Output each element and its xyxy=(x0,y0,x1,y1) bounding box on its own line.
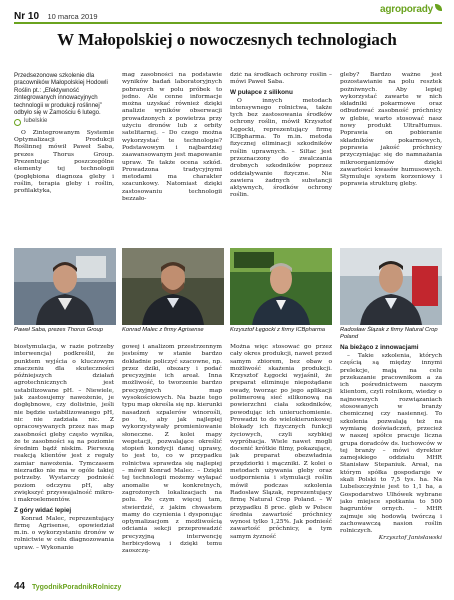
leaf-icon xyxy=(435,4,442,11)
column-4-top xyxy=(340,72,442,246)
photo-caption: Radosław Ślązak z firmy Natural Crop Poland xyxy=(340,327,438,340)
photo-konrad-malec xyxy=(122,248,224,325)
location-icon xyxy=(14,119,21,126)
paragraph: gowej i analizom przestrzennym jesteśmy w stanie bardzo dokładnie policzyć szacowne, np. przez dziki, obszary i podać precyzyjnie ich areał. Inna możliwość, to tworzenie bardzo precyzyjnych map wysokościowych. Na bazie tego typu map określa się np. kierunki nasadzeń szpalerów winorośli, po to, aby jak najlepiej wykorzystywały promieniowanie słoneczne. Z kolei mapy wegetacji, pozwalające określić stopień kondycji danej uprawy, to jest to, co w przypadku rolnictwa sprawdza się najlepiej – mówił Konrad Malec. – Dzięki tej technologii możemy wyłapać anomalie w konkretnych, zagrożonych lokalizacjach na polu. Po czym więcej tam, stwierdzić, z jakim chwastem mamy do czynienia i dysponując optymalizacjom z możliwością odciania sekcji przeprowadzić precyzyjną interwencję herbicydową i dzięki temu zaoszczę- xyxy=(122,344,222,555)
author-signature: Krzysztof Janisławski xyxy=(378,535,442,542)
brand-name: agroporady xyxy=(379,4,433,15)
issue-date: 10 marca 2019 xyxy=(47,12,98,21)
column-2-bottom xyxy=(122,344,222,574)
paragraph: O Zintegrowanym Systemie Optymalizacji Produkcji Roślinnej mówił Paweł Saba, prezes Thorus Group. Prezentując poszczególne elementy tej technologii (pogłębiona diagnoza gleby i roślin, terapia gleby i roślin, profilaktyka, xyxy=(14,129,114,195)
column-1-top xyxy=(14,72,114,246)
page-number: 44 xyxy=(14,581,26,592)
brand-logo xyxy=(380,4,442,15)
article-title: W Małopolskiej o nowoczesnych technologiach xyxy=(57,30,397,49)
paragraph: biostymulacja, w razie potrzeby interwencja) podkreślił, że punktem wyjścia o kluczowym znaczeniu dla skuteczności późniejszych działań agrotechnicznych jest ustabilizowane pH. – Niewiele, jak zastosujemy nawożenie, je dogłębnowe, czy dolistnie, jeśli nie będzie ustabilizowanego pH, nic nie zadziała nic. Z opracowywanych przez nas map zasobności gleby często wynika, że te zasobności są na poziomie średnim bądź niskim. Pierwszą reakcją klientów jest z reguły zamiar nawożenia. Tymczasem niezradko nie ma w ogóle takiej potrzeby. Wystarczy podnieść poziom odczynu pH, aby zwiększyć przyswajalność mikro- i makroelementów. xyxy=(14,344,114,504)
paragraph: gleby? Bardzo ważne jest pozostawianie na polu resztek pożniwnych. Aby lepiej wykorzystać zawarte w nich składniki pokarmowe oraz odbudować zasobność próchnicy w glebie, warto stosować nasz nowy produkt UltraHumus. Poprawia on pobieranie składników pokarmowych, poprawia jakość próchnicy przyczyniając się do namnażania mikroorganizmów dzięki zawartości kwasów humusowych. Stymuluje system korzeniowy i poprawia strukturę gleby. xyxy=(340,72,442,188)
paragraph: Konrad Malec, reprezentujący firmę Agrisense, opowiedział m.in. o wykorzystaniu dronów w rolnictwie w celu diagnozowania upraw. – Wykonanie xyxy=(14,515,114,551)
paragraph: O innych metodach intensywnego rolnictwa, także tych bez zastosowania środków ochrony roślin, mówił Krzysztof Łęgocki, reprezentujący firmę ICBpharma. To m.in. metoda fizycznej eliminacji szkodników roślin uprawnych. – Siltac jest przeznaczony do zwalczania drobnych szkodników poprzez oddziaływanie fizyczne. Nie zawiera żadnych substancji aktywnych, środków ochrony roślin. xyxy=(230,97,332,199)
column-1-bottom xyxy=(14,344,114,574)
section-heading: Na bieżąco z innowacjami xyxy=(340,344,419,351)
section-heading: Z góry widać lepiej xyxy=(14,506,72,514)
column-3-top xyxy=(230,72,332,246)
location-label: lubelskie xyxy=(24,118,48,125)
photo-krzysztof-legocki xyxy=(230,248,332,325)
photo-caption: Konrad Malec z firmy Agrisense xyxy=(122,327,204,333)
paragraph: Można więc stosować go przez cały okres produkcji, nawet przed samym zbiorem, bez obaw o możliwość skażenia produkcji. Krzysztof Łęgocki wyjaśnił, że preparat eliminuje niepożądane owady, tworząc po jego aplikacji polimerową sieć silikonową na powierzchni ciała szkodników, powodując ich unieruchomienie. Prowadzi to do wielokierunkowej blokady ich fizycznych funkcji życiowych, czyli szybkiej wypróbacja. Wiele nawet mogli docenić krótkie filmy, pokazujące, jak preparat obezwładnia przędziorki i mączniki. Z kolei o metodach używania gleby oraz uodpornienia i stymulacji roślin mówił podczas szkolenia Radosław Ślązak, reprezentujący firmę Natural Crop Poland. – W przypadku 8 proc. gleb w Polsce średnia zawartość próchnicy wynosi tylko 1,25%. Jak podnieść zawartość próchnicy, a tym samym żyzność xyxy=(230,344,332,540)
column-4-bottom xyxy=(340,344,442,574)
location-tag xyxy=(14,118,114,125)
header-rule xyxy=(14,22,442,24)
article-lead: Przedsezonowe szkolenie dla pracowników Małopolskiej Hodowli Roślin pt.: „Efektywność zintegrowanych innowacyjnych technologii w produkcji roślinnej” odbyło się w Zamościu 6 lutego. xyxy=(14,72,108,117)
photo-radoslaw-slazak xyxy=(340,248,442,325)
publication-logo xyxy=(32,584,121,591)
paragraph: dzić na środkach ochrony roślin – mówi Paweł Saba. xyxy=(230,72,332,86)
section-heading: W pułapce z silikonu xyxy=(230,88,293,96)
issue-number: Nr 10 xyxy=(14,11,40,22)
column-3-bottom xyxy=(230,344,332,574)
publication-name: TygodnikPoradnikRolniczy xyxy=(32,584,122,591)
photo-pawel-saba xyxy=(14,248,116,325)
column-2-top xyxy=(122,72,222,246)
paragraph: mag zasobności na podstawie wyników badań laboratoryjnych pobranych w polu próbek to jedno. Ale cenne informacje można uzyskać również dzięki analizie wyników obserwacji prowadzonych z powietrza przy użyciu dronów lub z orbity satelitarnej. – Do czego można wykorzystać te technologie? Podstawowym i najbardziej zaawansowanym jest mapowanie upraw. Te także ocena szkód. Prowadzona tradycyjnymi metodami ma charakter szacunkowy. Natomiast dzięki zastosowaniu technologii bezzało- xyxy=(122,72,222,203)
photo-caption: Paweł Saba, prezes Thorus Group xyxy=(14,327,103,333)
photo-caption: Krzysztof Łęgocki z firmy ICBpharma xyxy=(230,327,326,333)
paragraph: – Takie szkolenia, których częścią są między innymi prelekcje, mają na celu przekazanie pracownikom a za ich pośrednictwem naszym klientom, czyli rolnikom, wiedzy o najnowszych rozwiązaniach stosowanych w branży chemicznej czy nasiennej. To szkolenia pozwalają też na wymianę doświadczeń, przecież w naszej spółce pracuje liczna grupa doradców ds. łuchowców w tej branży – mówi dyrektor zamojskiego oddziału MHR Stanisław Stepaniuk. Areał, na którym spółka gospodaruje w skali Polski to 7,5 tys. ha. Na Lubelszczyźnie jest to 1,1 ha, a Gospodarstwo Ulhówek wybrane jako miejsce spotkania to 500 hagruntów ornych. – MHR zajmuje się hodowlą twórczą i zachowawczą nasion roślin rolniczych. xyxy=(340,353,442,535)
